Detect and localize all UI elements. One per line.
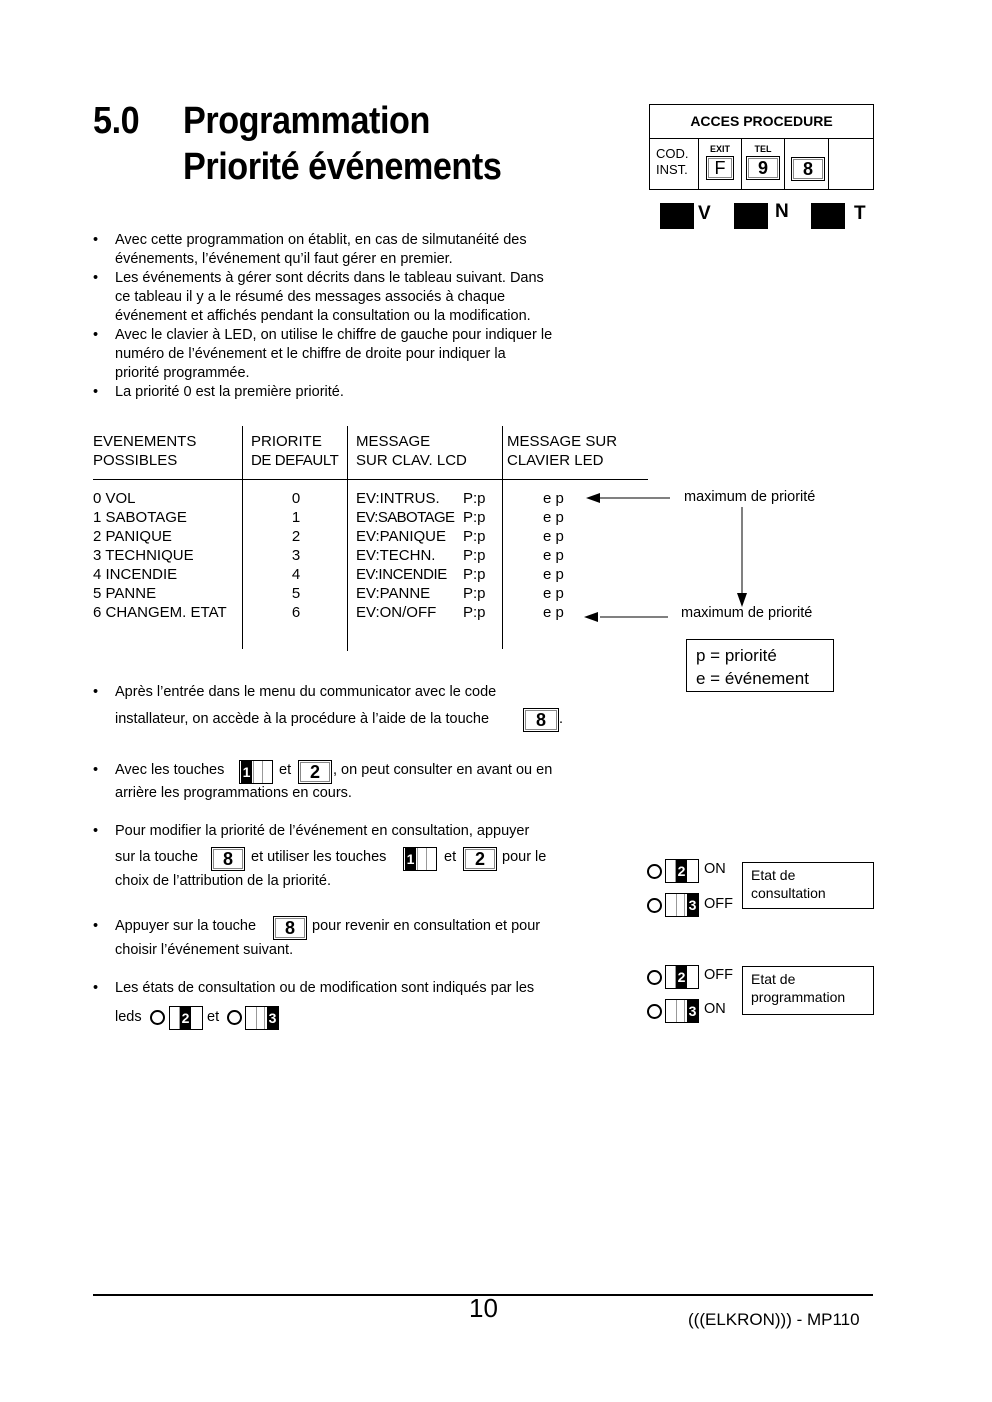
table-divider [347,426,348,651]
step3-et: et [444,849,457,865]
table-cell: e p [543,585,564,602]
table-divider [242,426,243,649]
led-2-state: ON [704,861,726,877]
led-2 [665,965,699,989]
table-cell: e p [543,547,564,564]
section-number: 5.0 [93,100,140,142]
key-2: 2 [463,847,497,871]
bullet-item: • La priorité 0 est la première priorité. [93,383,593,402]
table-cell: 2 PANIQUE [93,528,172,545]
note-max-priority-bottom: maximum de priorité [681,605,813,621]
bullet-item: • Avec cette programmation on établit, en cas de silmutanéité des événements, l’événement qu’il faut gérer en premier. [93,231,593,269]
header-line: DE DEFAULT [251,452,339,469]
n-indicator-block [734,203,768,229]
led-3-state: ON [704,1001,726,1017]
legend-line: e = événement [696,669,809,688]
key-8: 8 [211,847,245,871]
table-cell: P:p [463,604,486,621]
step3-text: et utiliser les touches [251,849,387,865]
n-letter: N [775,201,789,222]
table-cell: 4 [291,566,301,583]
footer-brand: (((ELKRON))) - MP110 [688,1310,860,1329]
table-cell: e p [543,528,564,545]
step1-line2: installateur, on accède à la procédure à l’aide de la touche [115,711,490,727]
table-cell: P:p [463,490,486,507]
bullet-line: Avec cette programmation on établit, en cas de silmutanéité des [115,232,527,248]
page-number: 10 [469,1293,498,1323]
led-indicator [647,898,662,913]
led-indicator [227,1010,242,1025]
step2-line2: arrière les programmations en cours. [115,785,352,801]
table-cell: P:p [463,547,486,564]
priority-arrows [580,485,760,625]
key-8: 8 [523,708,559,732]
key-2: 2 [298,760,332,784]
step5-text: leds [115,1009,142,1025]
table-cell: e p [543,604,564,621]
table-cell: 0 [291,490,301,507]
legend-line: p = priorité [696,646,777,665]
step1-line1: Après l’entrée dans le menu du communicator avec le code [115,684,497,700]
bullet-line: Avec le clavier à LED, on utilise le chiffre de gauche pour indiquer le [115,327,553,343]
led-2-digit: 2 [180,1007,191,1029]
led-indicator [647,1004,662,1019]
header-message-lcd [356,432,467,470]
acces-procedure-box [649,104,874,190]
bullet-item: • Les événements à gérer sont décrits dans le tableau suivant. Dans ce tableau il y a le résumé des messages associés à chaque événement et affichés pendant la consultation ou la modification. [93,269,593,326]
header-line: CLAVIER LED [507,452,604,469]
table-cell: EV:ON/OFF [356,604,437,621]
header-line: SUR CLAV. LCD [356,452,467,469]
col-led [543,489,564,622]
led-3 [245,1006,279,1030]
table-cell: EV:INCENDIE [356,566,447,583]
bullet-dot: • [93,762,99,778]
table-cell: e p [543,566,564,583]
bullet-dot: • [93,684,99,700]
acces-procedure-header: ACCES PROCEDURE [650,105,873,139]
header-message-led [507,432,617,470]
bullet-line: ce tableau il y a le résumé des messages associés à chaque [115,289,506,305]
page-title-line2: Priorité événements [183,146,502,188]
table-cell: 3 [291,547,301,564]
step4-text: pour revenir en consultation et pour [312,918,541,934]
table-cell: e p [543,509,564,526]
state-label: Etat de [751,867,796,883]
step5-et: et [207,1009,220,1025]
step3-line3: choix de l’attribution de la priorité. [115,873,332,889]
table-cell: 1 SABOTAGE [93,509,187,526]
intro-bullets [93,231,593,402]
acces-key-exit [698,139,741,189]
t-letter: T [854,203,866,224]
step5-line1: Les états de consultation ou de modification sont indiqués par les [115,980,535,996]
table-cell: e p [543,490,564,507]
key-1-digit: 1 [241,761,252,783]
step3-line1: Pour modifier la priorité de l’événement en consultation, appuyer [115,823,530,839]
led-2-digit: 2 [676,860,687,882]
exit-label: EXIT [709,144,730,154]
bullet-dot: • [93,918,99,934]
table-cell: 3 TECHNIQUE [93,547,194,564]
led-3-digit: 3 [687,1000,698,1022]
bullet-line: événement et affichés pendant la consultation ou la modification. [115,308,531,324]
bullet-dot: • [93,980,99,996]
table-cell: 0 VOL [93,490,136,507]
table-cell: 5 PANNE [93,585,157,602]
table-cell: 6 CHANGEM. ETAT [93,604,227,621]
cod-inst-label [656,146,689,178]
step1-period: . [559,711,564,727]
col-events [93,489,227,622]
bullet-line: Les événements à gérer sont décrits dans le tableau suivant. Dans [115,270,544,286]
t-indicator-block [811,203,845,229]
v-indicator-block [660,203,694,229]
acces-empty-cell [828,139,874,189]
header-line: EVENEMENTS [93,433,197,450]
led-2 [169,1006,203,1030]
table-cell: 6 [291,604,301,621]
table-divider [502,426,503,649]
state-label: Etat de [751,971,796,987]
table-cell: 4 INCENDIE [93,566,178,583]
state-label: consultation [751,885,826,901]
header-line: PRIORITE [251,433,322,450]
table-cell: P:p [463,528,486,545]
header-line: MESSAGE SUR [507,433,618,450]
header-line: POSSIBLES [93,452,178,469]
key-1-digit: 1 [405,848,416,870]
key-8: 8 [273,916,307,940]
table-cell: 5 [291,585,301,602]
step2-et: et [279,762,292,778]
table-cell: EV:SABOTAGE [356,509,455,526]
table-cell: P:p [463,585,486,602]
header-priorite [251,432,338,470]
header-evenements [93,432,196,470]
key-1 [403,847,437,871]
table-header-line [93,479,648,480]
state-programmation-box [742,966,874,1015]
step2-text: Avec les touches [115,762,225,778]
led-2-digit: 2 [676,966,687,988]
table-cell: 1 [291,509,301,526]
led-3 [665,893,699,917]
legend-box [686,639,834,692]
step2-text: , on peut consulter en avant ou en [333,762,553,778]
led-3-digit: 3 [687,894,698,916]
acces-key-8 [784,139,827,189]
led-3-digit: 3 [267,1007,278,1029]
bullet-line: priorité programmée. [115,365,250,381]
table-cell: EV:TECHN. [356,547,436,564]
led-3 [665,999,699,1023]
led-indicator [150,1010,165,1025]
table-cell: EV:PANNE [356,585,431,602]
bullet-line: événements, l’événement qu’il faut gérer en premier. [115,251,453,267]
acces-key-tel [741,139,784,189]
key-9: 9 [746,156,780,180]
bullet-dot: • [93,823,99,839]
cod-label: COD. [656,146,689,161]
key-f: F [706,156,734,180]
note-max-priority-top: maximum de priorité [684,489,816,505]
v-letter: V [698,203,711,224]
bullet-line: numéro de l’événement et le chiffre de droite pour indiquer la [115,346,506,362]
step3-text: sur la touche [115,849,199,865]
led-2-state: OFF [704,967,733,983]
table-cell: P:p [463,566,486,583]
table-cell: P:p [463,509,486,526]
col-lcd [356,489,454,622]
step4-text: Appuyer sur la touche [115,918,257,934]
page-title-line1: Programmation [183,100,430,142]
inst-label: INST. [656,162,688,177]
col-priorite [286,489,306,622]
header-line: MESSAGE [356,433,431,450]
step3-text: pour le [502,849,547,865]
tel-label: TEL [754,144,772,154]
col-lcd-p [463,489,486,622]
led-3-state: OFF [704,896,733,912]
key-8: 8 [791,157,825,181]
step4-line2: choisir l’événement suivant. [115,942,294,958]
table-cell: EV:PANIQUE [356,528,447,545]
state-label: programmation [751,989,846,1005]
bullet-line: La priorité 0 est la première priorité. [115,384,344,400]
table-cell: 2 [291,528,301,545]
state-consultation-box [742,862,874,909]
key-1 [239,760,273,784]
led-indicator [647,970,662,985]
bullet-item: • Avec le clavier à LED, on utilise le chiffre de gauche pour indiquer le numéro de l’événement et le chiffre de droite pour indiquer la priorité programmée. [93,326,593,383]
led-2 [665,859,699,883]
table-cell: EV:INTRUS. [356,490,440,507]
led-indicator [647,864,662,879]
